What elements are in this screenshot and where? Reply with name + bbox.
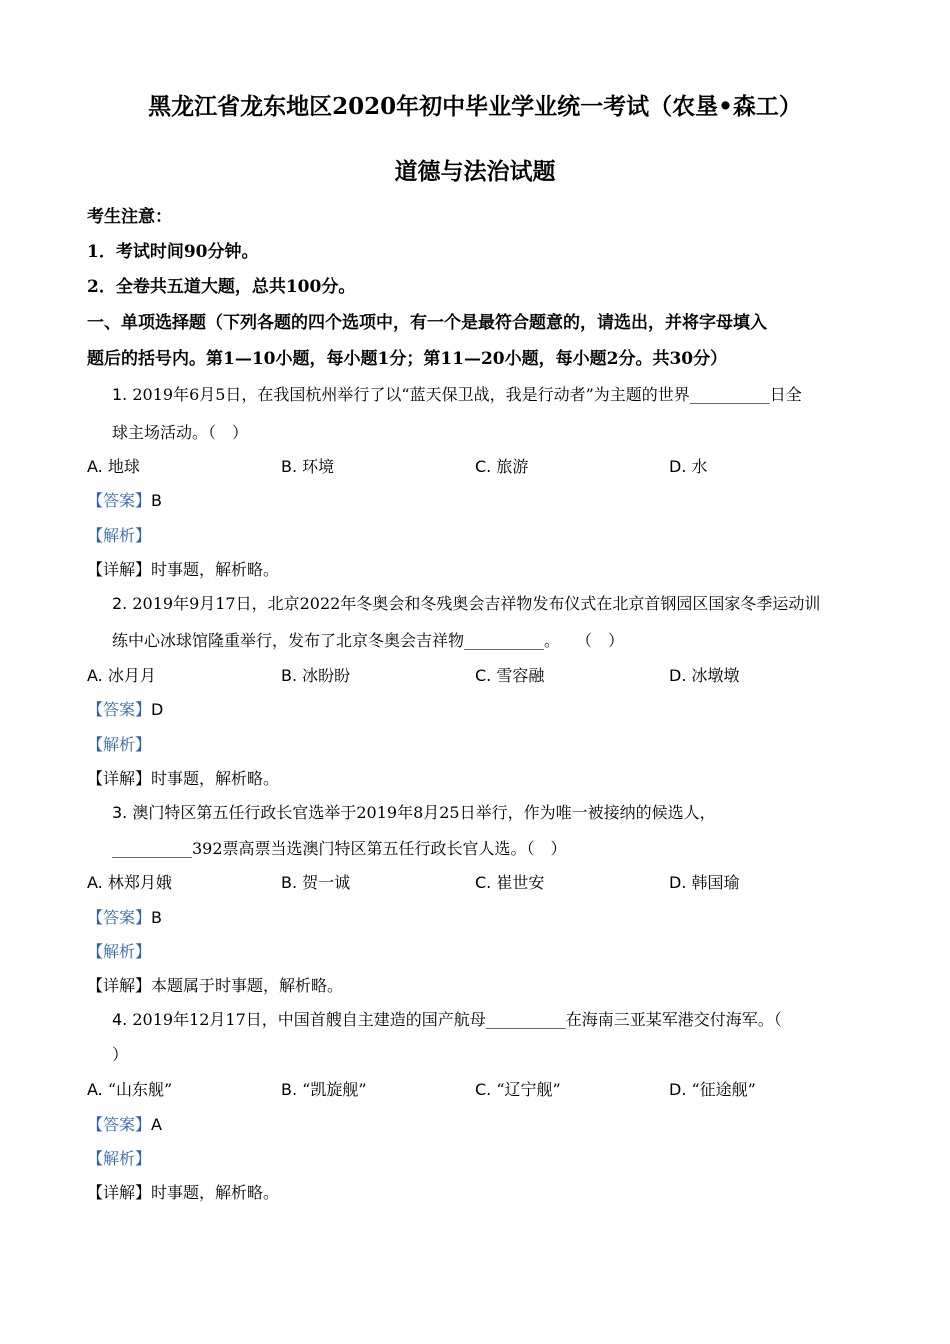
question-text: 2019年9月17日，北京2022年冬奥会和冬残奥会吉祥物发布仪式在北京首钢园区国家冬季运动训 xyxy=(127,594,821,613)
question-number: 1. xyxy=(112,385,128,404)
question-4-line-1 xyxy=(112,1009,782,1031)
question-2-line-1 xyxy=(112,593,820,615)
section-heading-line-2: 题后的括号内。第1—10小题，每小题1分；第11—20小题，每小题2分。共30分） xyxy=(87,349,728,369)
question-3-line-2: __________392票高票当选澳门特区第五任行政长官人选。（ ） xyxy=(112,839,567,858)
question-3-analysis: 【解析】 xyxy=(87,942,152,961)
question-4-answer: 【答案】A xyxy=(87,1115,162,1134)
question-3-option-a: A. 林郑月娥 xyxy=(87,873,172,892)
question-2-option-c: C. 雪容融 xyxy=(475,666,545,685)
question-2-line-2: 练中心冰球馆隆重举行，发布了北京冬奥会吉祥物__________。 （ ） xyxy=(112,631,625,650)
question-2-detail: 【详解】时事题，解析略。 xyxy=(87,769,280,788)
question-4-analysis: 【解析】 xyxy=(87,1149,152,1168)
document-title: 黑龙江省龙东地区2020年初中毕业学业统一考试（农垦•森工） xyxy=(148,93,802,120)
question-number: 2. xyxy=(112,594,128,613)
question-4-option-b: B. “凯旋舰” xyxy=(281,1080,367,1099)
question-text: 2019年12月17日，中国首艘自主建造的国产航母__________在海南三亚某军港交付海军。（ xyxy=(127,1010,782,1029)
notice-item-2: 2．全卷共五道大题，总共100分。 xyxy=(87,277,356,297)
section-heading-line-1: 一、单项选择题（下列各题的四个选项中，有一个是最符合题意的，请选出，并将字母填入 xyxy=(87,313,767,333)
question-3-answer: 【答案】B xyxy=(87,908,162,927)
question-3-option-d: D. 韩国瑜 xyxy=(669,873,740,892)
question-3-option-b: B. 贺一诚 xyxy=(281,873,351,892)
question-4-line-2: ） xyxy=(112,1045,129,1064)
notice-item-1: 1．考试时间90分钟。 xyxy=(87,242,259,262)
question-3-option-c: C. 崔世安 xyxy=(475,873,545,892)
question-2-analysis: 【解析】 xyxy=(87,735,152,754)
question-4-option-a: A. “山东舰” xyxy=(87,1080,173,1099)
question-1-option-c: C. 旅游 xyxy=(475,457,529,476)
question-4-option-d: D. “征途舰” xyxy=(669,1080,756,1099)
question-number: 3. xyxy=(112,803,128,822)
question-1-detail: 【详解】时事题，解析略。 xyxy=(87,560,280,579)
question-number: 4. xyxy=(112,1010,128,1029)
question-4-detail: 【详解】时事题，解析略。 xyxy=(87,1183,280,1202)
question-1-line-1 xyxy=(112,384,802,406)
question-2-answer: 【答案】D xyxy=(87,700,164,719)
question-2-option-b: B. 冰盼盼 xyxy=(281,666,351,685)
document-subtitle: 道德与法治试题 xyxy=(394,158,556,185)
question-1-answer: 【答案】B xyxy=(87,491,162,510)
question-4-option-c: C. “辽宁舰” xyxy=(475,1080,561,1099)
question-3-detail: 【详解】本题属于时事题，解析略。 xyxy=(87,976,344,995)
question-1-option-d: D. 水 xyxy=(669,457,708,476)
question-2-option-d: D. 冰墩墩 xyxy=(669,666,740,685)
question-1-line-2: 球主场活动。（ ） xyxy=(112,423,249,442)
question-text: 澳门特区第五任行政长官选举于2019年8月25日举行，作为唯一被接纳的候选人， xyxy=(127,803,716,822)
question-2-option-a: A. 冰月月 xyxy=(87,666,156,685)
question-1-option-a: A. 地球 xyxy=(87,457,140,476)
question-3-line-1 xyxy=(112,802,716,824)
question-1-option-b: B. 环境 xyxy=(281,457,335,476)
question-1-analysis: 【解析】 xyxy=(87,526,152,545)
notice-heading: 考生注意： xyxy=(87,207,172,227)
question-text: 2019年6月5日，在我国杭州举行了以“蓝天保卫战，我是行动者”为主题的世界__________日全 xyxy=(127,385,802,404)
